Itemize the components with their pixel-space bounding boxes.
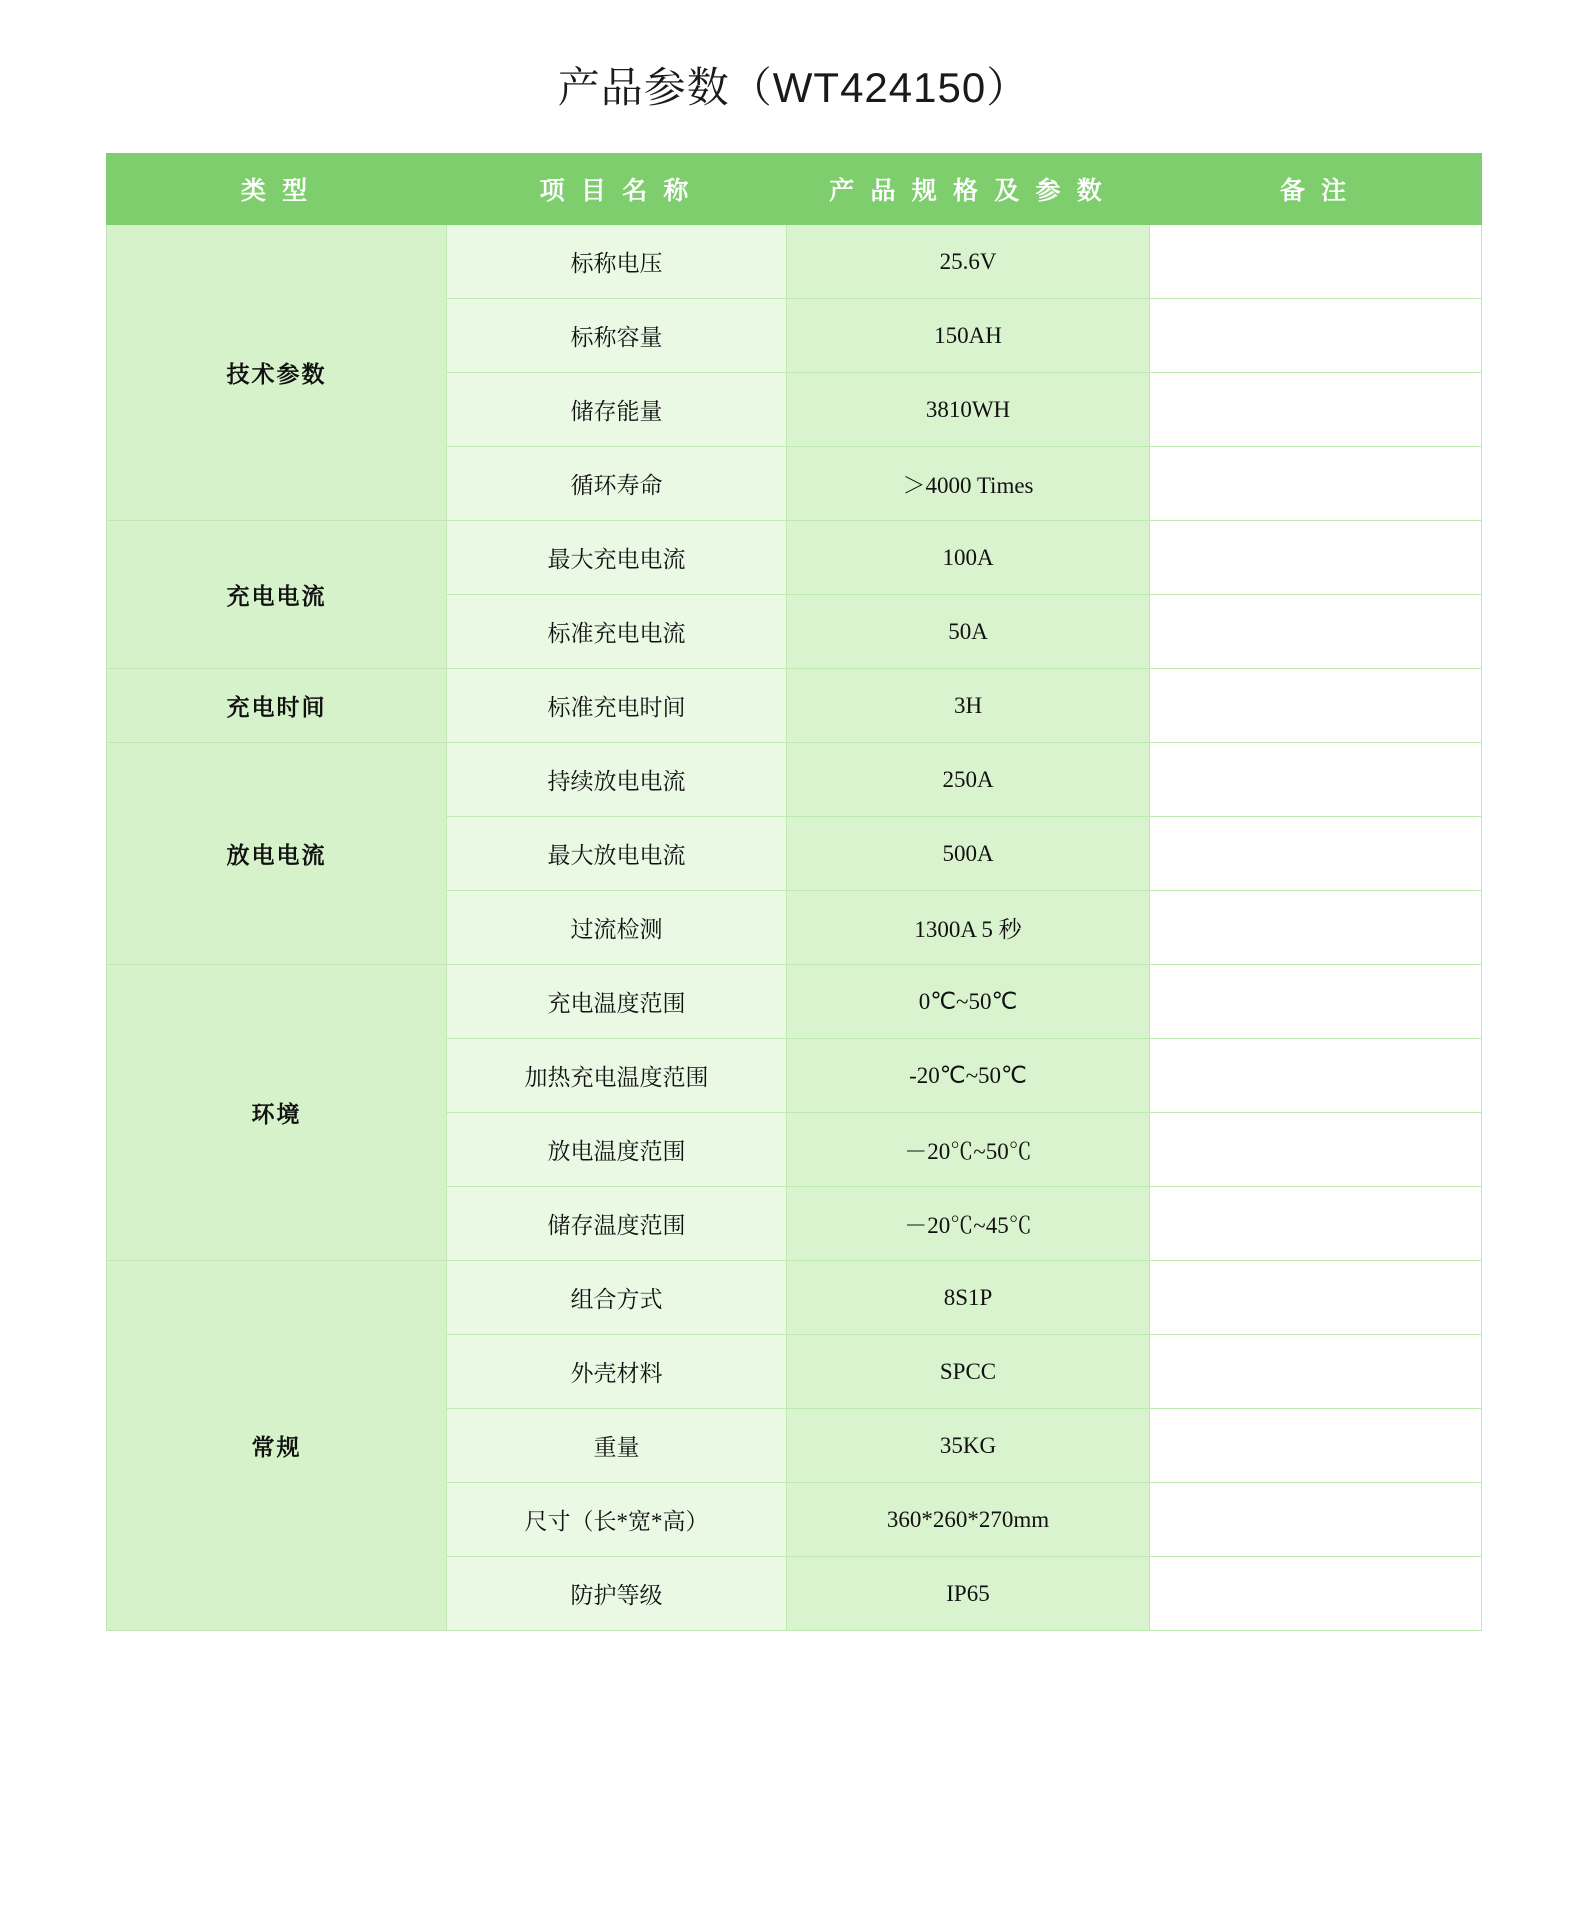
table-row: [107, 225, 1482, 299]
item-name-cell: 尺寸（长*宽*高）: [447, 1483, 787, 1557]
remark-cell: [1150, 1483, 1482, 1557]
item-name-cell: 标准充电时间: [447, 669, 787, 743]
item-name-cell: 标称电压: [447, 225, 787, 299]
spec-value-cell: 360*260*270mm: [787, 1483, 1150, 1557]
remark-cell: [1150, 595, 1482, 669]
spec-value-cell: IP65: [787, 1557, 1150, 1631]
item-name-cell: 储存温度范围: [447, 1187, 787, 1261]
table-row: [107, 669, 1482, 743]
table-row: [107, 965, 1482, 1039]
table-header-row: [107, 154, 1482, 225]
remark-cell: [1150, 447, 1482, 521]
remark-cell: [1150, 1039, 1482, 1113]
product-spec-table: [106, 153, 1482, 1631]
remark-cell: [1150, 891, 1482, 965]
spec-value-cell: 8S1P: [787, 1261, 1150, 1335]
spec-value-cell: 50A: [787, 595, 1150, 669]
spec-value-cell: 3H: [787, 669, 1150, 743]
remark-cell: [1150, 1261, 1482, 1335]
spec-value-cell: ＞4000 Times: [787, 447, 1150, 521]
table-row: [107, 521, 1482, 595]
item-name-cell: 最大充电电流: [447, 521, 787, 595]
spec-value-cell: 35KG: [787, 1409, 1150, 1483]
spec-value-cell: 100A: [787, 521, 1150, 595]
table-header: [107, 154, 1482, 225]
remark-cell: [1150, 1409, 1482, 1483]
item-name-cell: 持续放电电流: [447, 743, 787, 817]
product-spec-page: [0, 55, 1587, 1631]
spec-value-cell: －20℃~50℃: [787, 1113, 1150, 1187]
spec-value-cell: -20℃~50℃: [787, 1039, 1150, 1113]
item-name-cell: 加热充电温度范围: [447, 1039, 787, 1113]
type-cell: 常规: [107, 1261, 447, 1631]
remark-cell: [1150, 1335, 1482, 1409]
remark-cell: [1150, 1557, 1482, 1631]
type-cell: 环境: [107, 965, 447, 1261]
type-cell: 放电电流: [107, 743, 447, 965]
remark-cell: [1150, 817, 1482, 891]
remark-cell: [1150, 965, 1482, 1039]
type-cell: 技术参数: [107, 225, 447, 521]
spec-value-cell: 150AH: [787, 299, 1150, 373]
remark-cell: [1150, 1187, 1482, 1261]
spec-value-cell: －20℃~45℃: [787, 1187, 1150, 1261]
spec-value-cell: 3810WH: [787, 373, 1150, 447]
spec-value-cell: 500A: [787, 817, 1150, 891]
remark-cell: [1150, 373, 1482, 447]
spec-value-cell: 250A: [787, 743, 1150, 817]
remark-cell: [1150, 521, 1482, 595]
item-name-cell: 放电温度范围: [447, 1113, 787, 1187]
spec-value-cell: 0℃~50℃: [787, 965, 1150, 1039]
column-header-type: 类 型: [107, 154, 447, 225]
item-name-cell: 标准充电电流: [447, 595, 787, 669]
column-header-item: 项 目 名 称: [447, 154, 787, 225]
remark-cell: [1150, 299, 1482, 373]
type-cell: 充电时间: [107, 669, 447, 743]
spec-value-cell: 25.6V: [787, 225, 1150, 299]
spec-table-container: [106, 153, 1481, 1631]
type-cell: 充电电流: [107, 521, 447, 669]
table-row: [107, 743, 1482, 817]
remark-cell: [1150, 225, 1482, 299]
spec-value-cell: 1300A 5 秒: [787, 891, 1150, 965]
column-header-value: 产 品 规 格 及 参 数: [787, 154, 1150, 225]
page-title: 产品参数（WT424150）: [557, 64, 1030, 111]
item-name-cell: 重量: [447, 1409, 787, 1483]
item-name-cell: 最大放电电流: [447, 817, 787, 891]
column-header-remark: 备 注: [1150, 154, 1482, 225]
remark-cell: [1150, 1113, 1482, 1187]
remark-cell: [1150, 669, 1482, 743]
item-name-cell: 充电温度范围: [447, 965, 787, 1039]
item-name-cell: 标称容量: [447, 299, 787, 373]
item-name-cell: 防护等级: [447, 1557, 787, 1631]
item-name-cell: 组合方式: [447, 1261, 787, 1335]
item-name-cell: 循环寿命: [447, 447, 787, 521]
remark-cell: [1150, 743, 1482, 817]
table-row: [107, 1261, 1482, 1335]
table-body: [107, 225, 1482, 1631]
item-name-cell: 外壳材料: [447, 1335, 787, 1409]
item-name-cell: 过流检测: [447, 891, 787, 965]
spec-value-cell: SPCC: [787, 1335, 1150, 1409]
item-name-cell: 储存能量: [447, 373, 787, 447]
